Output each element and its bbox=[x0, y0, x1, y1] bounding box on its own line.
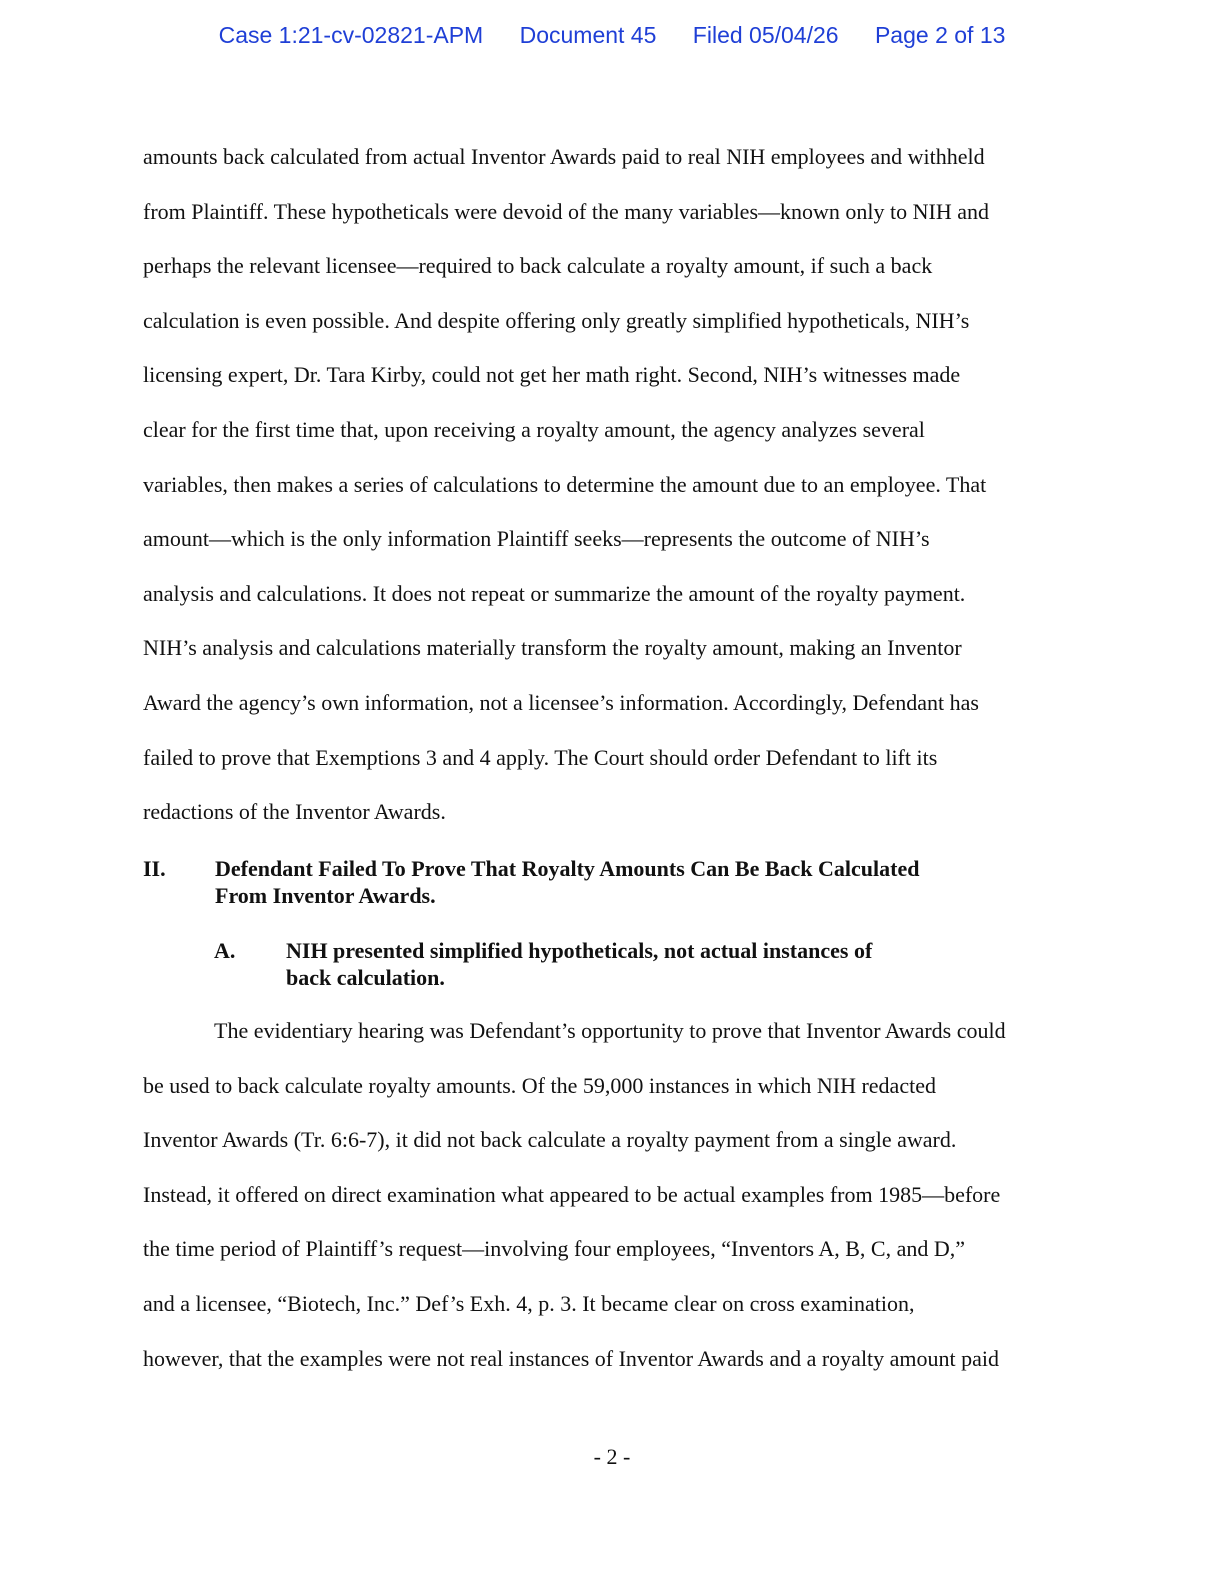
page-count: Page 2 of 13 bbox=[874, 22, 1006, 48]
text-line: variables, then makes a series of calculations to determine the amount due to an employee. That bbox=[143, 471, 987, 497]
text-line: licensing expert, Dr. Tara Kirby, could not get her math right. Second, NIH’s witnesses made bbox=[143, 362, 961, 388]
text-line: be used to back calculate royalty amounts. Of the 59,000 instances in which NIH redacted bbox=[143, 1072, 936, 1098]
filed-date: Filed 05/04/26 bbox=[692, 22, 839, 48]
section-heading-line: From Inventor Awards. bbox=[215, 883, 436, 908]
text-line: clear for the first time that, upon receiving a royalty amount, the agency analyzes several bbox=[143, 416, 925, 442]
text-line: redactions of the Inventor Awards. bbox=[143, 799, 446, 825]
text-line: perhaps the relevant licensee—required to back calculate a royalty amount, if such a back bbox=[143, 253, 933, 279]
text-line: from Plaintiff. These hypotheticals were devoid of the many variables—known only to NIH and bbox=[143, 198, 989, 224]
ecf-header bbox=[0, 22, 1224, 49]
paragraph-1 bbox=[143, 130, 1083, 840]
text-line: analysis and calculations. It does not repeat or summarize the amount of the royalty payment. bbox=[143, 580, 966, 606]
subsection-heading-line: back calculation. bbox=[286, 965, 445, 990]
text-line: the time period of Plaintiff’s request—involving four employees, “Inventors A, B, C, and D,” bbox=[143, 1236, 965, 1262]
subsection-heading-line: NIH presented simplified hypotheticals, not actual instances of bbox=[286, 938, 873, 963]
text-line: NIH’s analysis and calculations materially transform the royalty amount, making an Inventor bbox=[143, 635, 962, 661]
text-line: and a licensee, “Biotech, Inc.” Def’s Exh. 4, p. 3. It became clear on cross examination, bbox=[143, 1290, 915, 1316]
text-line: Inventor Awards (Tr. 6:6-7), it did not back calculate a royalty payment from a single award. bbox=[143, 1127, 957, 1153]
text-line: The evidentiary hearing was Defendant’s opportunity to prove that Inventor Awards could bbox=[214, 1018, 1006, 1043]
section-number: II. bbox=[143, 856, 166, 881]
text-line: Instead, it offered on direct examination what appeared to be actual examples from 1985—before bbox=[143, 1181, 1001, 1207]
text-line: Award the agency’s own information, not a licensee’s information. Accordingly, Defendant has bbox=[143, 689, 979, 715]
text-line: calculation is even possible. And despite offering only greatly simplified hypotheticals, NIH’s bbox=[143, 307, 970, 333]
page-number: - 2 - bbox=[593, 1444, 631, 1469]
case-number: Case 1:21-cv-02821-APM bbox=[218, 22, 484, 48]
section-heading-line: Defendant Failed To Prove That Royalty Amounts Can Be Back Calculated bbox=[215, 856, 920, 881]
paragraph-2 bbox=[143, 1004, 1083, 1386]
subsection-letter: A. bbox=[214, 938, 236, 963]
text-line: however, that the examples were not real instances of Inventor Awards and a royalty amount paid bbox=[143, 1345, 1000, 1371]
text-line: amounts back calculated from actual Inventor Awards paid to real NIH employees and withheld bbox=[143, 144, 985, 169]
document-number: Document 45 bbox=[519, 22, 657, 48]
text-line: amount—which is the only information Plaintiff seeks—represents the outcome of NIH’s bbox=[143, 526, 930, 552]
text-line: failed to prove that Exemptions 3 and 4 apply. The Court should order Defendant to lift its bbox=[143, 744, 938, 770]
